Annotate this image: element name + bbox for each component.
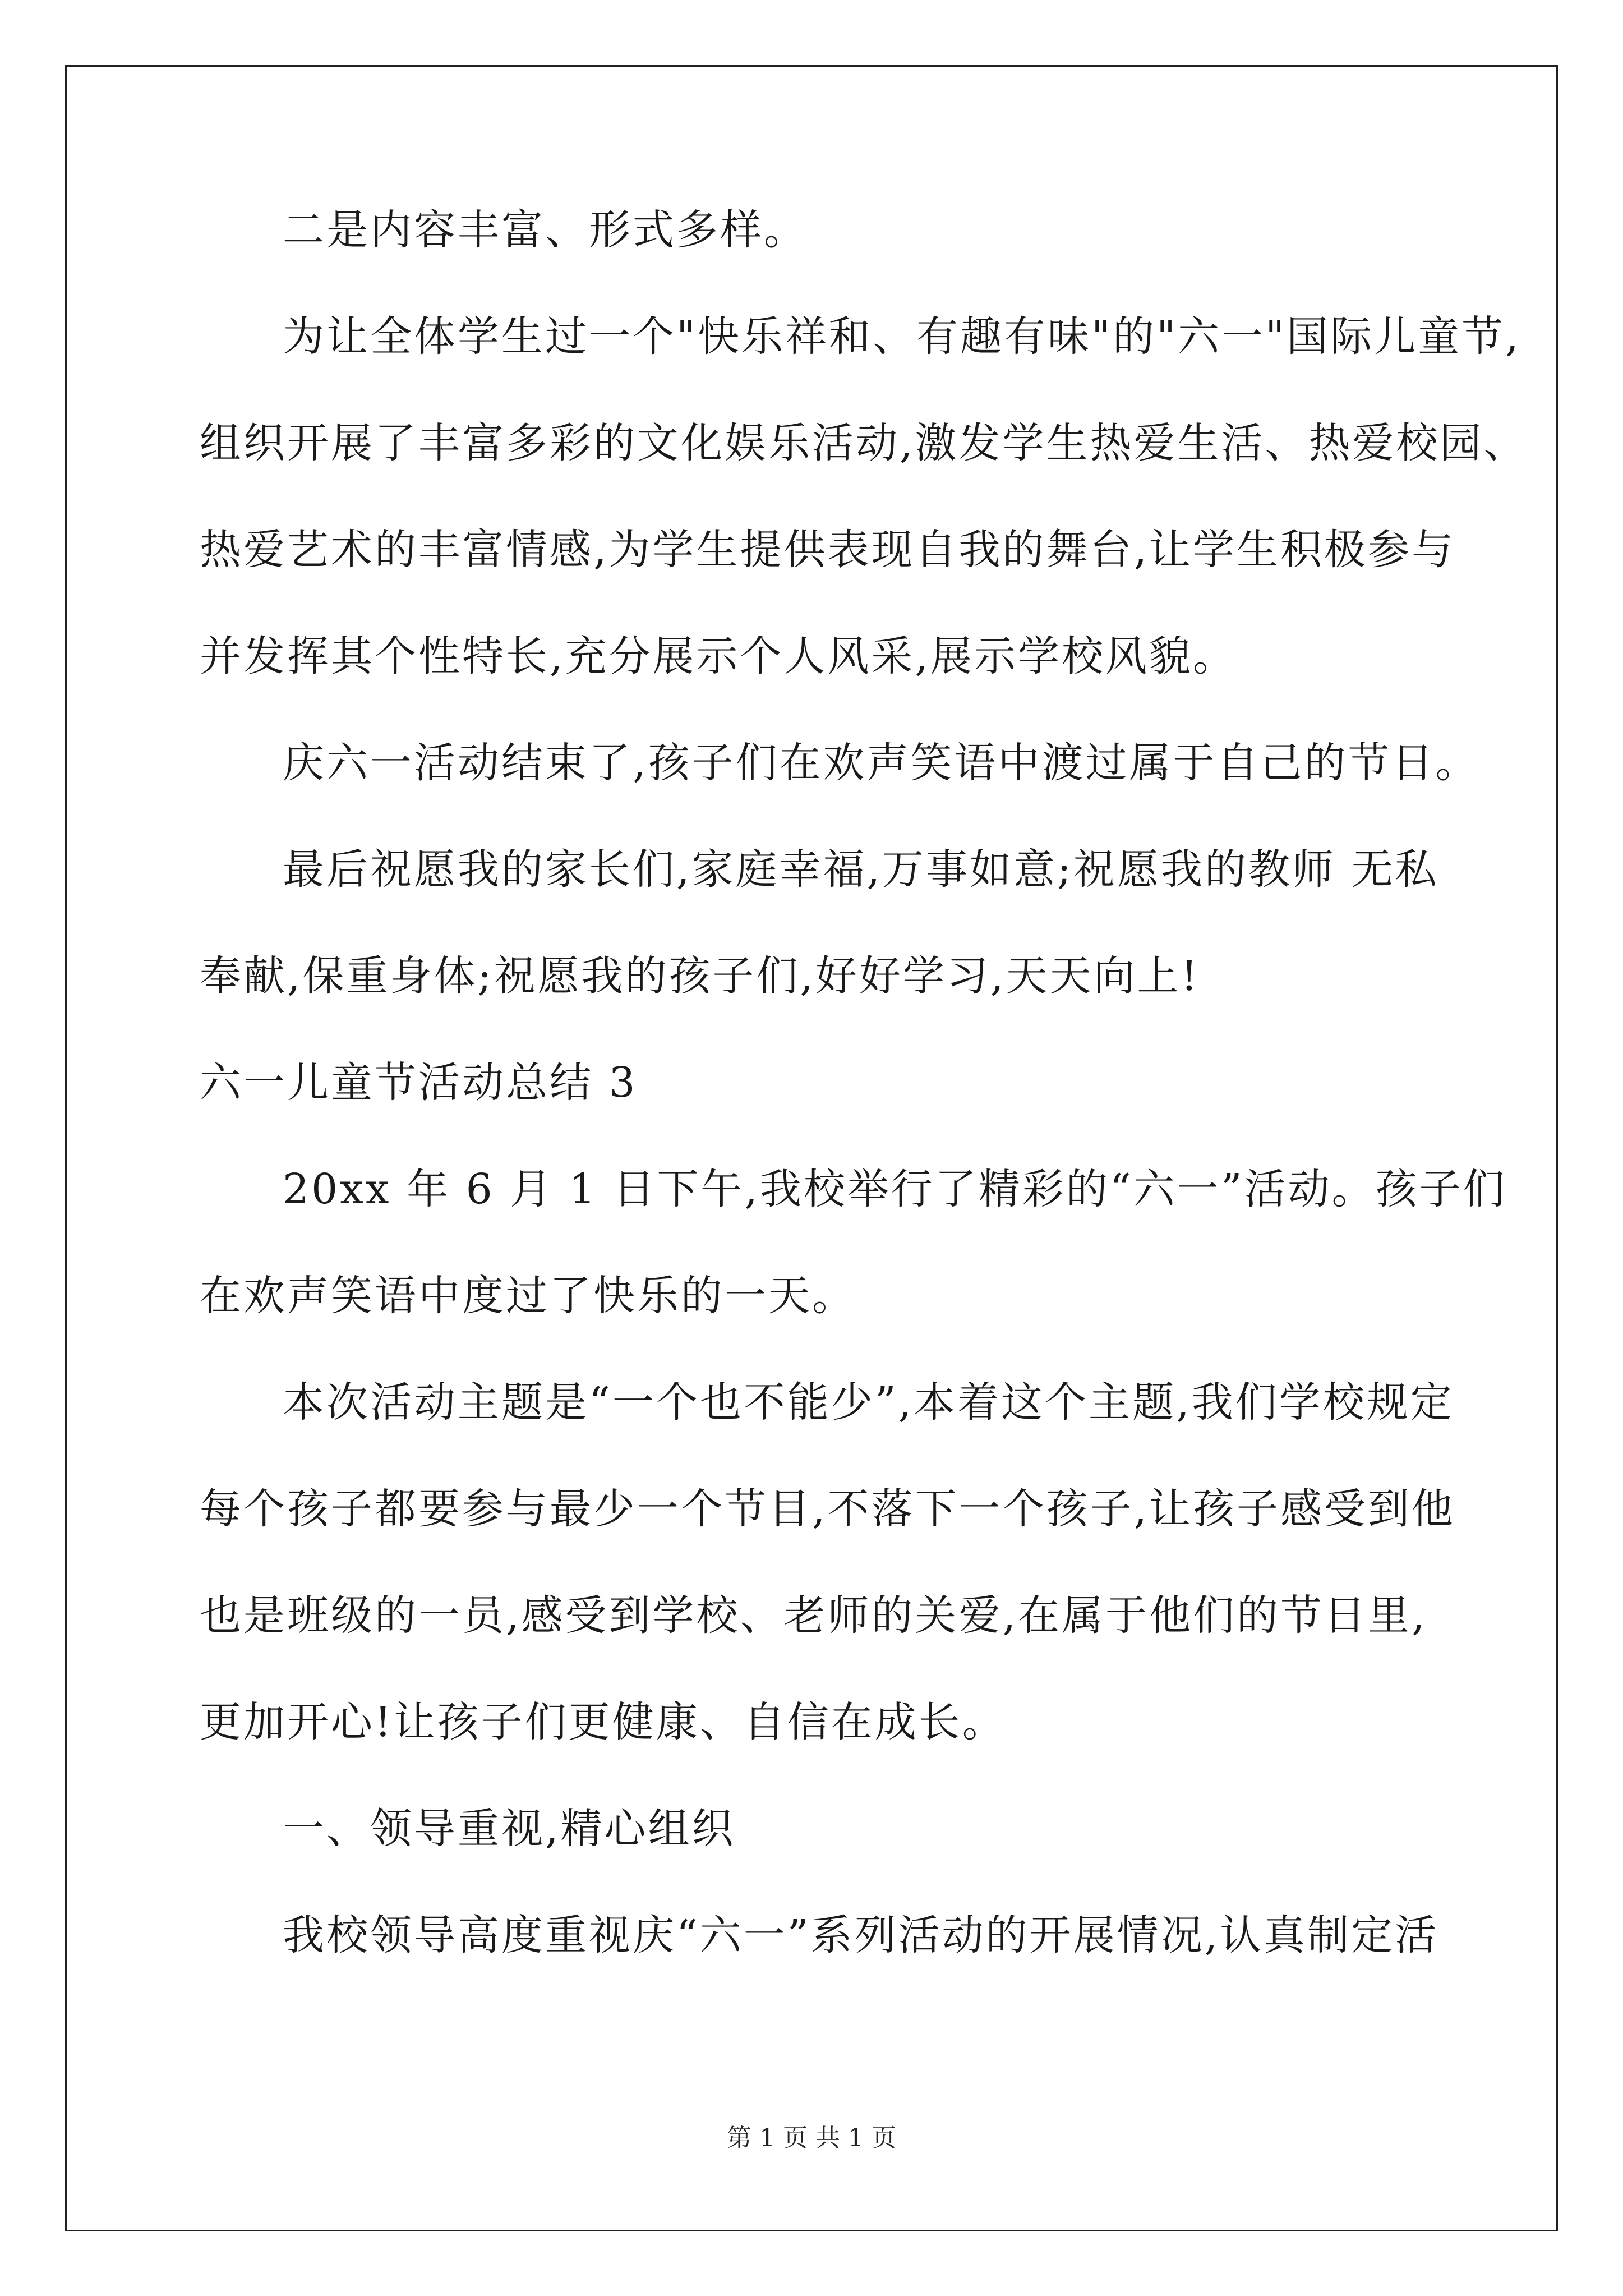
paragraph-line: 本次活动主题是“一个也不能少”,本着这个主题,我们学校规定: [283, 1378, 1454, 1427]
paragraph-line: 我校领导高度重视庆“六一”系列活动的开展情况,认真制定活: [283, 1911, 1439, 1959]
page-number-footer: 第 1 页 共 1 页: [727, 2124, 896, 2152]
paragraph-line: 热爱艺术的丰富情感,为学生提供表现自我的舞台,让学生积极参与: [200, 526, 1456, 574]
paragraph-line: 庆六一活动结束了,孩子们在欢声笑语中渡过属于自己的节日。: [283, 739, 1479, 787]
paragraph-line: 20xx 年 6 月 1 日下午,我校举行了精彩的“六一”活动。孩子们: [283, 1165, 1507, 1213]
paragraph-line: 奉献,保重身体;祝愿我的孩子们,好好学习,天天向上!: [200, 952, 1200, 1000]
paragraph-line: 在欢声笑语中度过了快乐的一天。: [200, 1272, 856, 1320]
paragraph-line: 组织开展了丰富多彩的文化娱乐活动,激发学生热爱生活、热爱校园、: [200, 419, 1528, 467]
subsection-heading: 一、领导重视,精心组织: [283, 1805, 736, 1853]
paragraph-line: 并发挥其个性特长,充分展示个人风采,展示学校风貌。: [200, 632, 1237, 680]
page-border: [65, 65, 1558, 2231]
paragraph-line: 二是内容丰富、形式多样。: [283, 206, 808, 254]
paragraph-line: 也是班级的一员,感受到学校、老师的关爱,在属于他们的节日里,: [200, 1591, 1427, 1640]
section-heading: 六一儿童节活动总结 3: [200, 1059, 638, 1107]
paragraph-line: 更加开心!让孩子们更健康、自信在成长。: [200, 1698, 1006, 1746]
paragraph-line: 最后祝愿我的家长们,家庭幸福,万事如意;祝愿我的教师 无私: [283, 845, 1439, 894]
paragraph-line: 每个孩子都要参与最少一个节目,不落下一个孩子,让孩子感受到他: [200, 1485, 1456, 1533]
paragraph-line: 为让全体学生过一个"快乐祥和、有趣有味"的"六一"国际儿童节,: [283, 312, 1521, 361]
